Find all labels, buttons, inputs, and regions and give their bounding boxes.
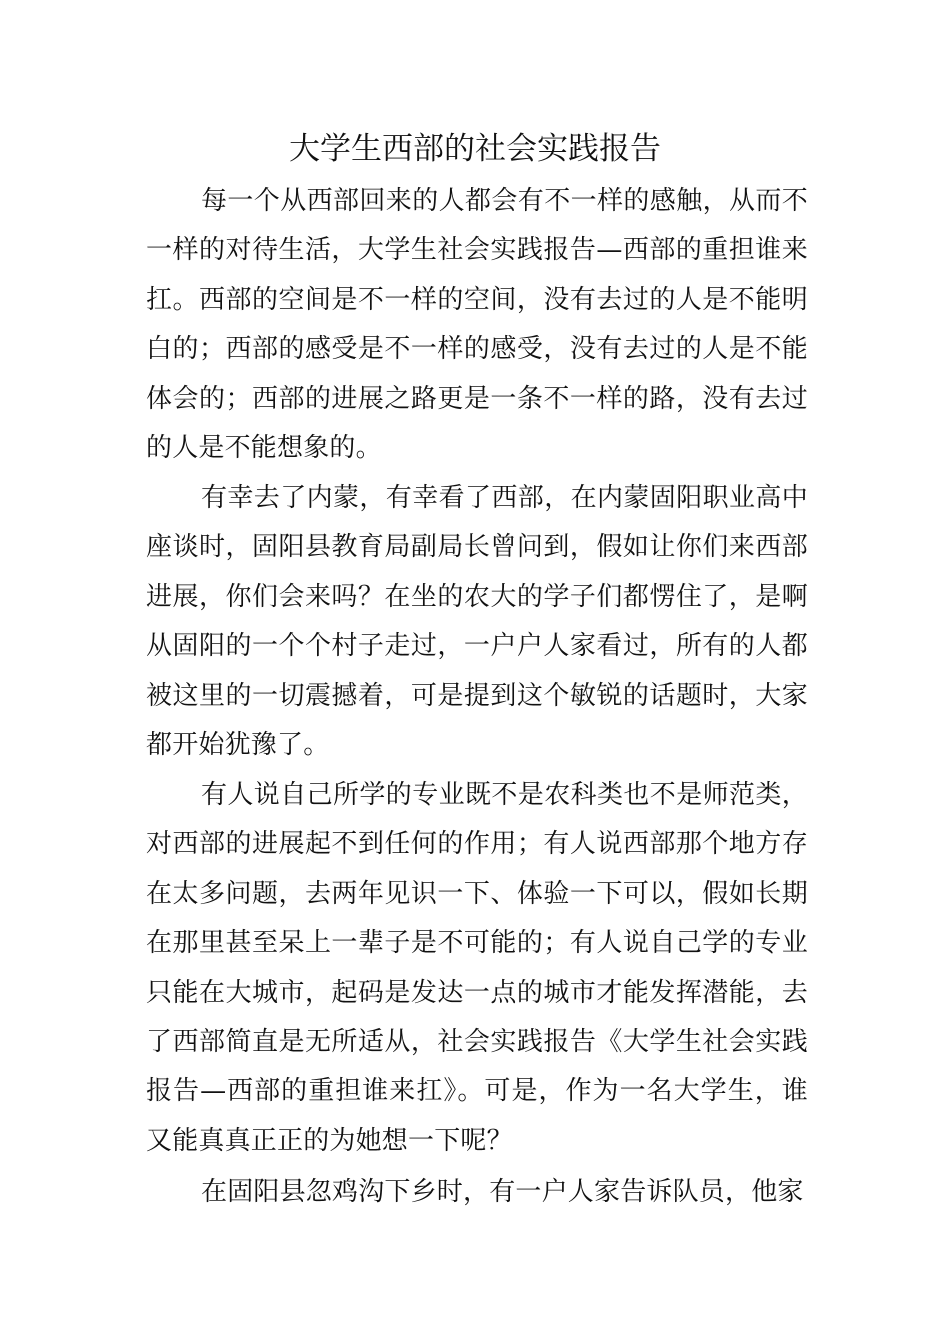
paragraph-3: 有人说自己所学的专业既不是农科类也不是师范类，对西部的进展起不到任何的作用；有人说西部那个地方存在太多问题，去两年见识一下、体验一下可以，假如长期在那里甚至呆上一辈子是不可能的；有人说自己学的专业只能在大城市，起码是发达一点的城市才能发挥潜能，去了西部简直是无所适从，社会实践报告《大学生社会实践报告—西部的重担谁来扛》。可是，作为一名大学生，谁又能真真正正的为她想一下呢？ <box>146 780 808 1156</box>
paragraph-2: 有幸去了内蒙，有幸看了西部，在内蒙固阳职业高中座谈时，固阳县教育局副局长曾问到，假如让你们来西部进展，你们会来吗？在坐的农大的学子们都愣住了，是啊从固阳的一个个村子走过，一户户人家看过，所有的人都被这里的一切震撼着，可是提到这个敏锐的话题时，大家都开始犹豫了。 <box>146 483 808 761</box>
document-title: 大学生西部的社会实践报告 <box>289 131 661 167</box>
paragraph-1: 每一个从西部回来的人都会有不一样的感触，从而不一样的对待生活，大学生社会实践报告—西部的重担谁来扛。西部的空间是不一样的空间，没有去过的人是不能明白的；西部的感受是不一样的感受，没有去过的人是不能体会的；西部的进展之路更是一条不一样的路，没有去过的人是不能想象的。 <box>146 186 808 464</box>
paragraph-4: 在固阳县忽鸡沟下乡时，有一户人家告诉队员，他家 <box>201 1177 804 1207</box>
